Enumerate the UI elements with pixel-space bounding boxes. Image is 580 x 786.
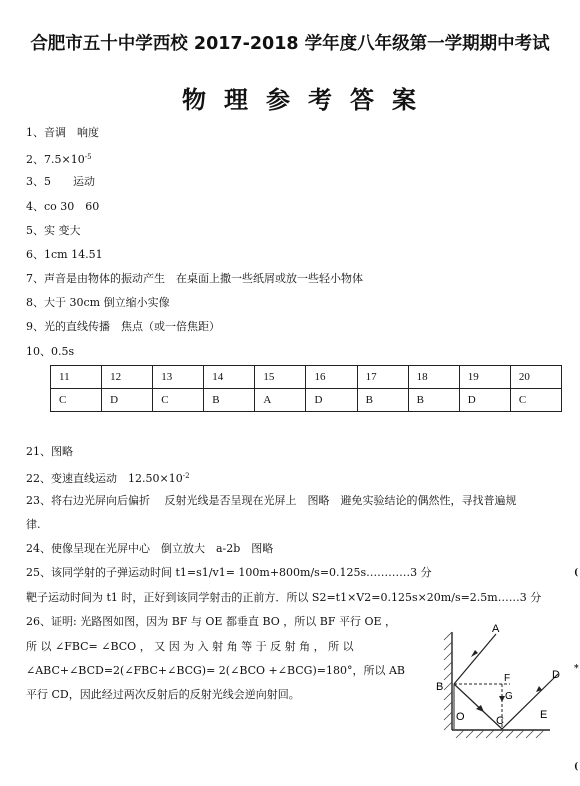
edge-mark: ( <box>574 568 579 578</box>
answer-3: 3、5 运动 <box>26 175 95 188</box>
table-cell: 18 <box>408 366 459 389</box>
answer-6: 6、1cm 14.51 <box>26 248 103 261</box>
table-cell: 15 <box>255 366 306 389</box>
label-b: B <box>436 681 444 693</box>
table-cell: 14 <box>204 366 255 389</box>
label-a: A <box>492 623 500 635</box>
table-cell: B <box>357 389 408 412</box>
answer-26-line-1: 26、证明: 光路图如图，因为 BF 与 OE 都垂直 BO ，所以 BF 平行 OE ， <box>26 615 396 628</box>
vertical-mirror <box>444 632 452 730</box>
table-cell: B <box>204 389 255 412</box>
document-subtitle: 物理参考答案 <box>182 85 434 114</box>
answer-22-exponent: -2 <box>182 472 190 480</box>
document-title: 合肥市五十中学西校 2017-2018 学年度八年级第一学期期中考试 <box>30 34 550 54</box>
answer-7: 7、声音是由物体的振动产生 在桌面上撒一些纸屑或放一些轻小物体 <box>26 272 363 285</box>
answer-23-line-2: 律. <box>26 518 41 531</box>
table-cell: 17 <box>357 366 408 389</box>
answer-26-line-3: ∠ABC+∠BCD=2(∠FBC+∠BCG)= 2(∠BCO +∠BCG)=180°，所以 AB <box>26 664 405 677</box>
horizontal-mirror <box>452 730 550 738</box>
table-cell: B <box>408 389 459 412</box>
answer-22-text: 22、变速直线运动 12.50×10 <box>26 472 183 485</box>
edge-mark: * <box>574 664 579 674</box>
choice-answer-table <box>50 365 562 412</box>
answer-26-line-4: 平行 CD，因此经过两次反射后的反射光线会逆向射回。 <box>26 688 300 701</box>
label-c: C <box>496 715 504 727</box>
table-cell: 13 <box>153 366 204 389</box>
answer-1: 1、音调 响度 <box>26 126 99 139</box>
label-g: G <box>505 691 513 702</box>
table-cell: 19 <box>459 366 510 389</box>
answer-5: 5、实 变大 <box>26 224 81 237</box>
table-cell: 16 <box>306 366 357 389</box>
answer-25-line-1: 25、该同学射的子弹运动时间 t1=s1/v1= 100m+800m/s=0.125s…………3 分 <box>26 566 432 579</box>
table-cell: A <box>255 389 306 412</box>
table-cell: 20 <box>510 366 561 389</box>
table-row-answers <box>51 389 562 412</box>
light-path-diagram <box>430 612 580 772</box>
answer-4: 4、co 30 60 <box>26 200 100 213</box>
incident-ray-ab <box>454 634 496 684</box>
table-cell: D <box>102 389 153 412</box>
answer-23-line-1: 23、将右边光屏向后偏折 反射光线是否呈现在光屏上 图略 避免实验结论的偶然性，寻找普遍规 <box>26 494 517 507</box>
answer-24: 24、使像呈现在光屏中心 倒立放大 a-2b 图略 <box>26 542 274 555</box>
answer-2-exponent: -5 <box>84 153 92 161</box>
answer-9: 9、光的直线传播 焦点（或一倍焦距） <box>26 320 220 333</box>
answer-2 <box>26 150 92 167</box>
label-o: O <box>456 711 465 723</box>
table-cell: C <box>153 389 204 412</box>
table-cell: C <box>510 389 561 412</box>
answer-22 <box>26 469 190 486</box>
answer-2-text: 2、7.5×10 <box>26 153 85 166</box>
table-cell: 12 <box>102 366 153 389</box>
label-d: D <box>552 669 560 681</box>
answer-10: 10、0.5s <box>26 345 75 358</box>
table-cell: D <box>459 389 510 412</box>
label-e: E <box>540 709 548 721</box>
table-cell: C <box>51 389 102 412</box>
edge-mark: ( <box>574 762 579 772</box>
table-cell: D <box>306 389 357 412</box>
table-cell: 11 <box>51 366 102 389</box>
answer-21: 21、图略 <box>26 445 73 458</box>
answer-26-line-2: 所 以 ∠FBC= ∠BCO ， 又 因 为 入 射 角 等 于 反 射 角 ， 所 以 <box>26 640 354 653</box>
table-row-numbers <box>51 366 562 389</box>
answer-8: 8、大于 30cm 倒立缩小实像 <box>26 296 170 309</box>
answer-25-line-2: 靶子运动时间为 t1 时，正好到该同学射击的正前方．所以 S2=t1×V2=0.125s×20m/s=2.5m……3 分 <box>26 591 542 604</box>
label-f: F <box>504 673 511 684</box>
